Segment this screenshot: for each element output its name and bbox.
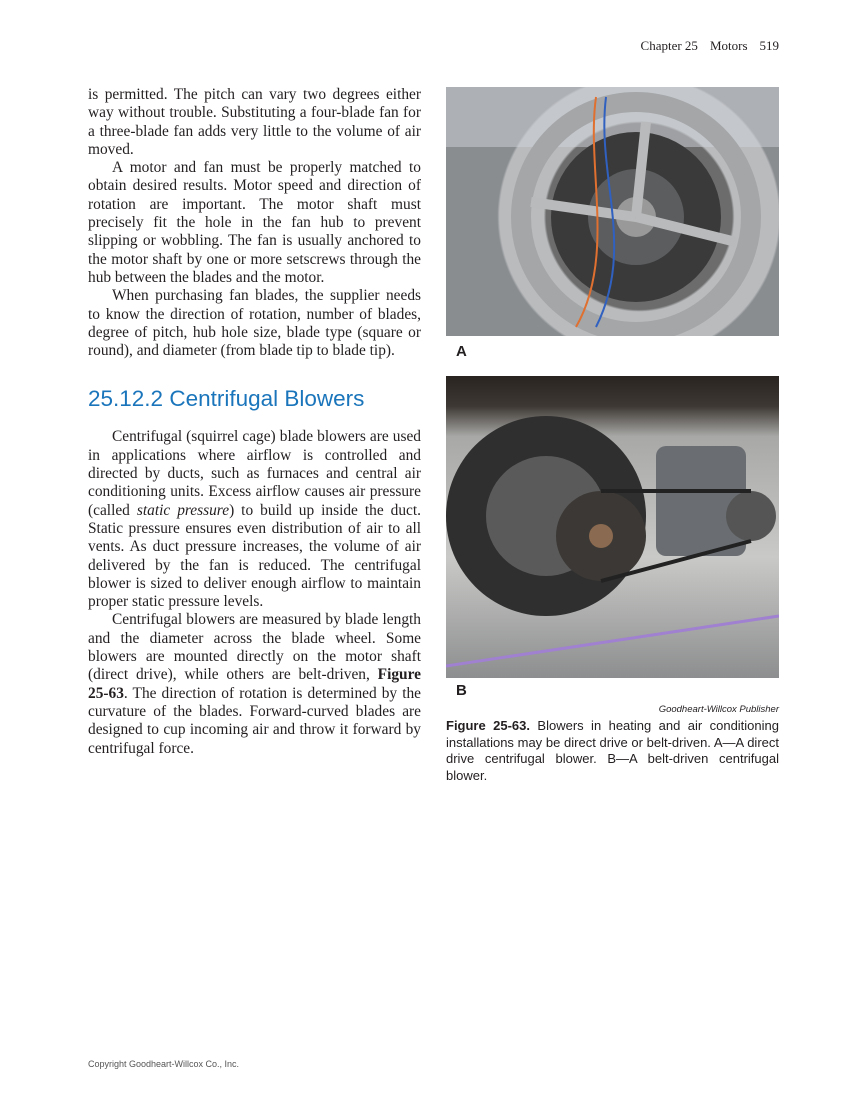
body-column [88, 86, 421, 758]
photo-belt-driven-blower [446, 376, 779, 678]
caption-number: Figure 25-63. [446, 718, 530, 733]
paragraph [88, 611, 421, 757]
blower-illustration [446, 87, 779, 336]
text: ) to build up inside the duct. Static pressure ensures even distribution of air to all vents. As duct pressure increases, the volume of air delivered by the fan is reduced. The centrifugal blower is sized to deliver enough airflow to maintain proper static pressure levels. [88, 501, 422, 611]
text: . The direction of rotation is determined by the curvature of the blades. Forward-curved blades are designed to cup incoming air and throw it forward by centrifugal force. [88, 684, 421, 757]
chapter-number: Chapter 25 [640, 38, 698, 53]
photo-label-b: B [456, 682, 467, 699]
figure-caption [446, 718, 779, 784]
photo-label-a: A [456, 343, 467, 360]
section-heading: 25.12.2 Centrifugal Blowers [88, 386, 365, 412]
paragraph: is permitted. The pitch can vary two degrees either way without trouble. Substituting a four-blade fan for a three-blade fan adds very little to the volume of air moved. [88, 86, 421, 158]
copyright-footer: Copyright Goodheart-Willcox Co., Inc. [88, 1059, 240, 1069]
page-number: 519 [759, 38, 779, 53]
chapter-title: Motors [709, 38, 748, 53]
paragraph: A motor and fan must be properly matched to obtain desired results. Motor speed and direction of rotation are important. The motor shaft must precisely fit the hole in the fan hub to prevent slipping or wobbling. The fan is usually anchored to the motor shaft by one or more setscrews through the hub between the blades and the motor. [88, 159, 421, 286]
photo-credit: Goodheart-Willcox Publisher [658, 704, 779, 715]
caption-text: Blowers in heating and air conditioning installations may be direct drive or belt-driven. A—A direct drive centrifugal blower. B—A belt-driven centrifugal blower. [446, 718, 779, 783]
paragraph [88, 428, 421, 611]
photo-direct-drive-blower [446, 87, 779, 336]
text: Centrifugal blowers are measured by blade length and the diameter across the blade wheel. Some blowers are mounted directly on the motor shaft (direct drive), while others are belt-driven, [88, 611, 421, 684]
term: static pressure [136, 501, 230, 519]
blower-illustration [446, 376, 779, 678]
running-header [629, 38, 779, 54]
paragraph: When purchasing fan blades, the supplier needs to know the direction of rotation, number of blades, degree of pitch, hub hole size, blade type (square or round), and diameter (from blade tip to blade tip). [88, 287, 421, 360]
figure-reference: Figure 25-63 [88, 666, 421, 702]
text: Centrifugal (squirrel cage) blade blowers are used in applications where airflow is controlled and directed by ducts, such as furnaces and central air conditioning units. Excess airflow causes air pressure (called [88, 428, 421, 519]
